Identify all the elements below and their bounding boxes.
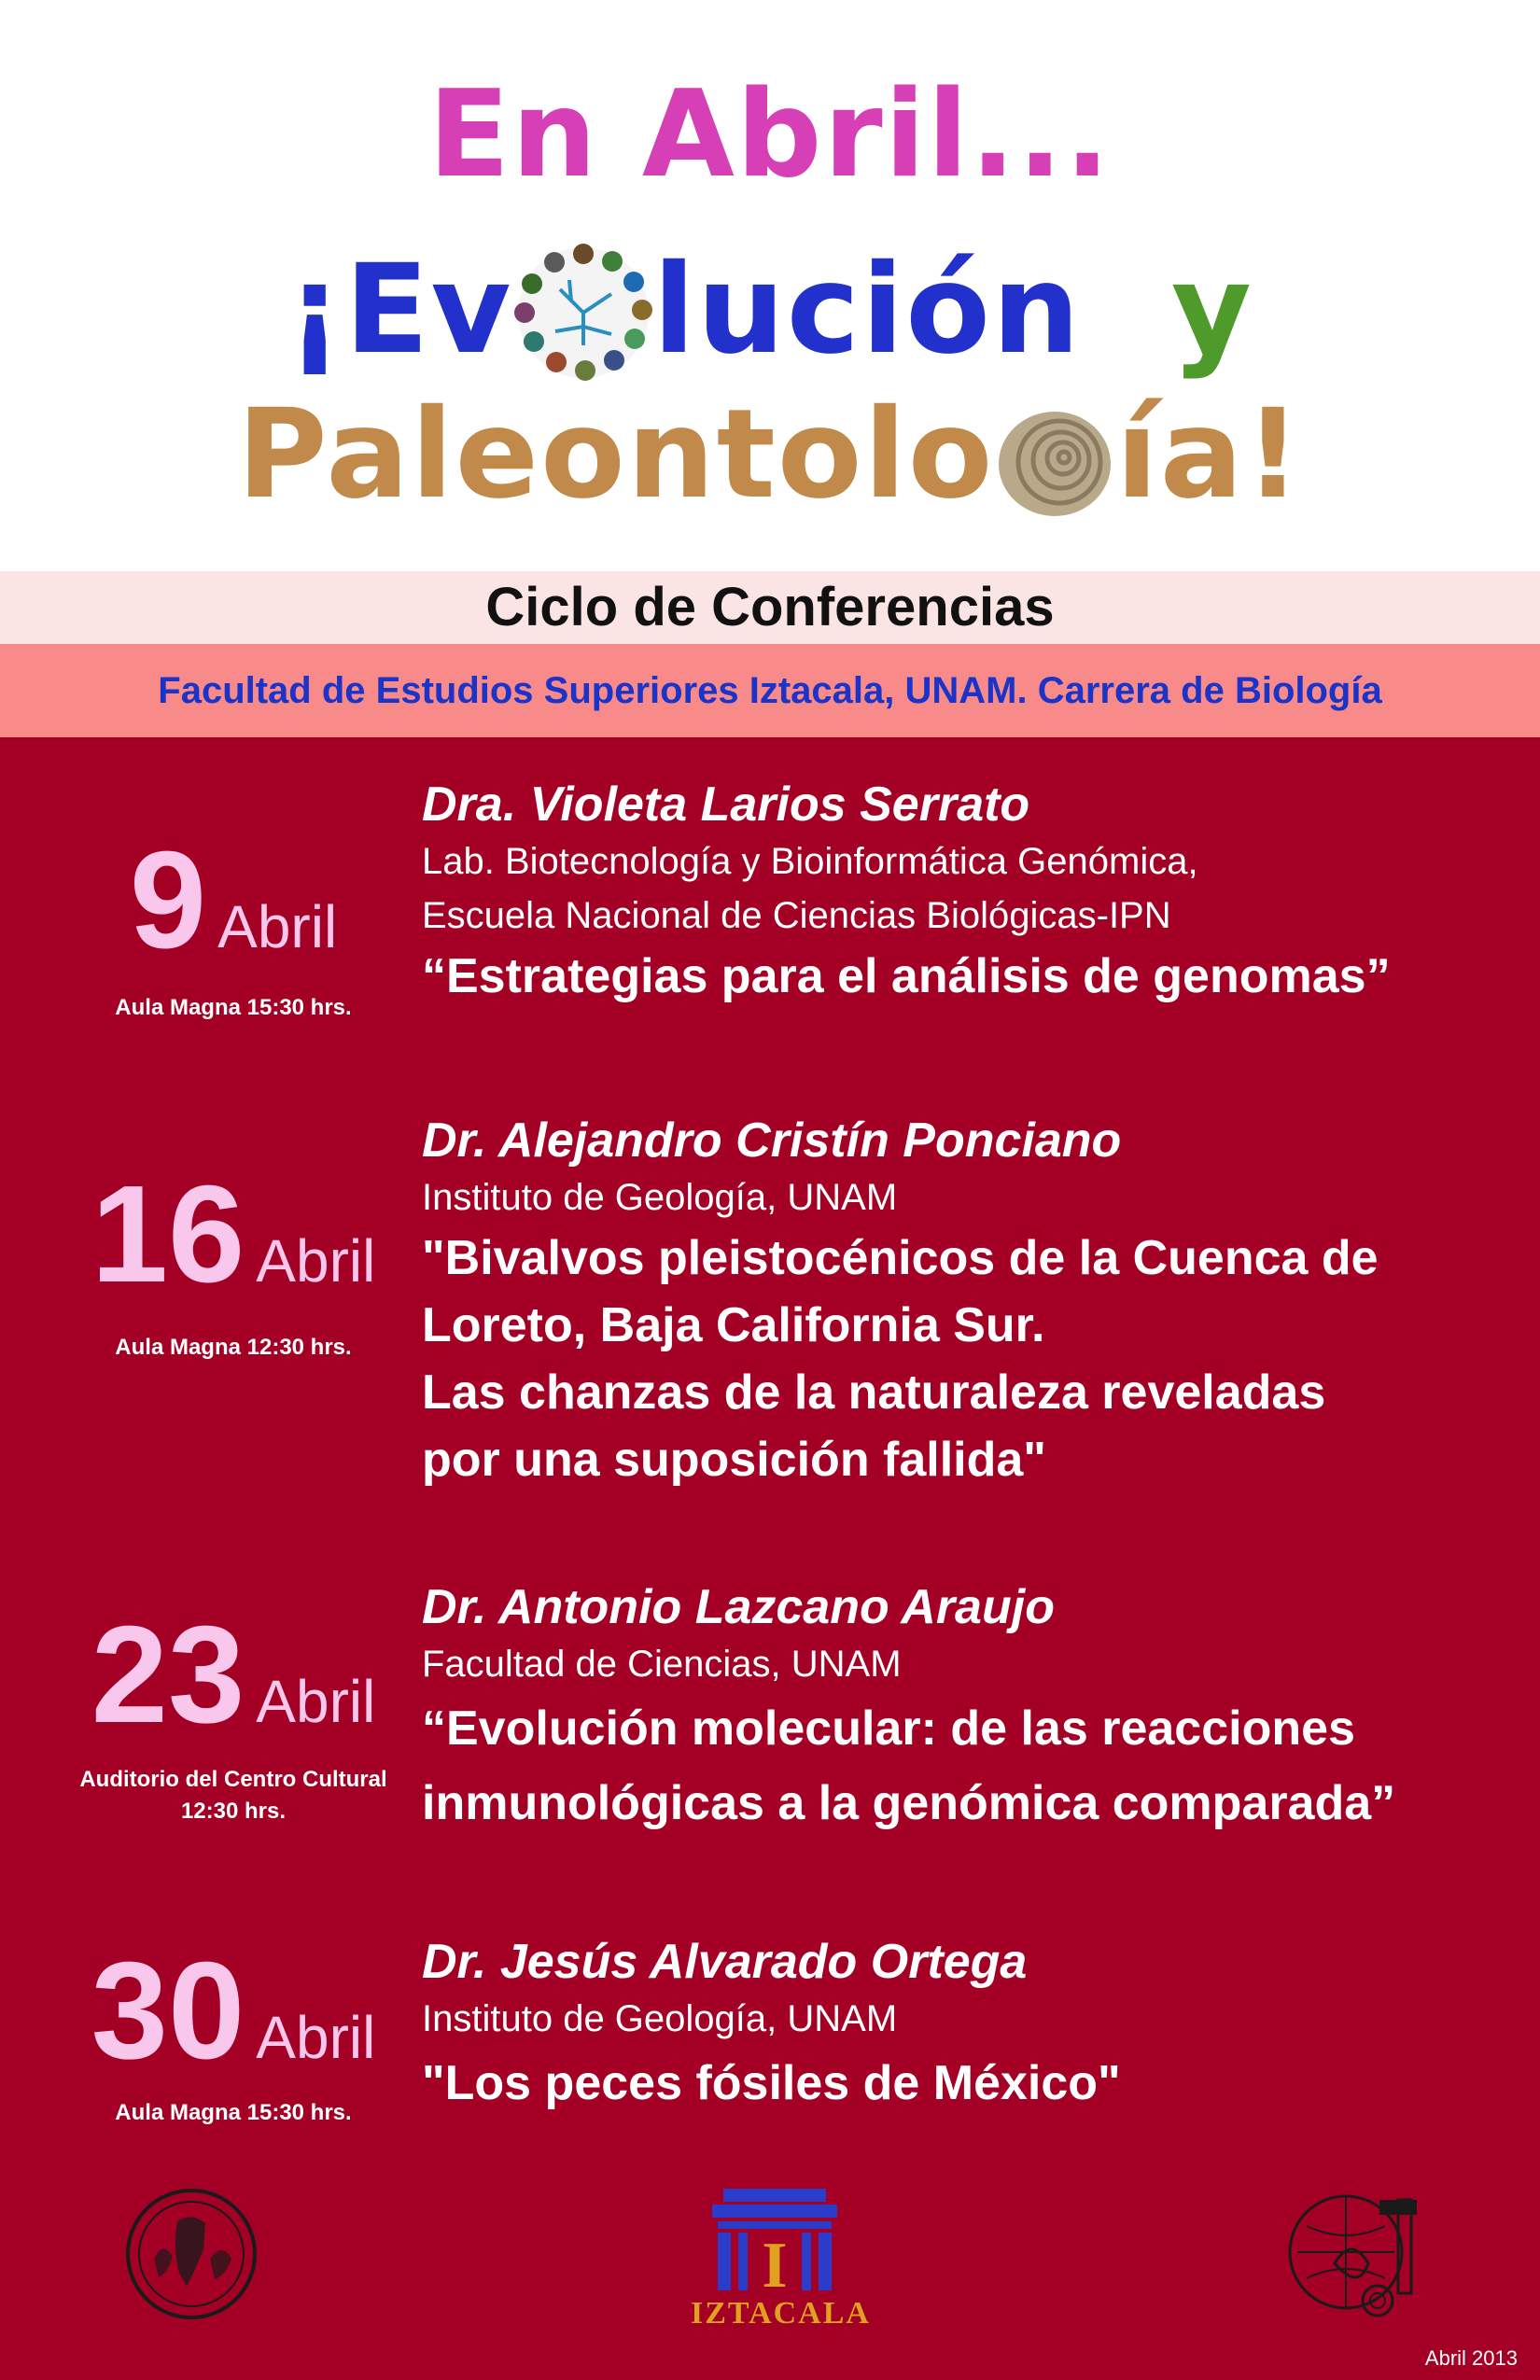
institution-banner (0, 644, 1540, 737)
event-info (422, 775, 1514, 1010)
event-talk-title: inmunológicas a la genómica comparada” (422, 1776, 1396, 1830)
poster-header (0, 0, 1540, 571)
event-day: 9 (129, 823, 207, 977)
cycle-banner (0, 571, 1540, 644)
event-day: 16 (91, 1157, 245, 1311)
event-date (37, 1598, 429, 1752)
event-date (37, 823, 429, 977)
event-venue (37, 1764, 429, 1827)
event-speaker: Dr. Alejandro Cristín Ponciano (422, 1113, 1122, 1168)
event-talk-title: “Evolución molecular: de las reacciones (422, 1701, 1355, 1756)
events-area (0, 737, 1540, 2380)
event-month: Abril (217, 893, 338, 960)
event-venue-line: Auditorio del Centro Cultural (79, 1767, 387, 1792)
title-line-3-part-a: Paleontolo (237, 383, 995, 526)
footer-year: Abril 2013 (1424, 2346, 1518, 2370)
tree-of-life-icon (513, 243, 653, 394)
event-affiliation: Escuela Nacional de Ciencias Biológicas-IPN (422, 895, 1171, 936)
event-month: Abril (256, 2004, 376, 2071)
ammonite-fossil-icon (994, 391, 1115, 535)
unam-seal-icon (121, 2184, 261, 2328)
event-day: 30 (91, 1934, 245, 2088)
event-venue: Aula Magna 15:30 hrs. (115, 995, 352, 1020)
event-info (422, 1932, 1514, 2121)
event-info (422, 1111, 1514, 1493)
event-venue-line: 12:30 hrs. (180, 1799, 287, 1824)
title-line-3 (0, 383, 1540, 535)
event-affiliation: Facultad de Ciencias, UNAM (422, 1644, 902, 1685)
event-month: Abril (256, 1227, 376, 1295)
event-affiliation: Instituto de Geología, UNAM (422, 1177, 898, 1218)
event-talk-title: Loreto, Baja California Sur. (422, 1298, 1045, 1352)
cycle-title: Ciclo de Conferencias (485, 577, 1055, 637)
event-talk-title: "Los peces fósiles de México" (422, 2056, 1121, 2110)
event-date (37, 1934, 429, 2088)
event-talk-title: por una suposición fallida" (422, 1433, 1046, 1487)
iztacala-logo (691, 2184, 871, 2331)
event-date (37, 1157, 429, 1311)
title-line-2-part-a: ¡Ev (287, 238, 513, 382)
title-line-2-part-b: lución (652, 238, 1082, 382)
iztacala-temple-icon (705, 2184, 845, 2296)
event-affiliation: Lab. Biotecnología y Bioinformática Genómica, (422, 841, 1198, 882)
event-venue: Aula Magna 12:30 hrs. (115, 1335, 352, 1360)
title-line-1: En Abril... (427, 65, 1113, 204)
event-speaker: Dr. Antonio Lazcano Araujo (422, 1580, 1055, 1634)
event-talk-title: “Estrategias para el análisis de genomas” (422, 949, 1391, 1003)
event-info (422, 1577, 1514, 1841)
iztacala-letter: I (762, 2230, 788, 2296)
event-day: 23 (91, 1598, 245, 1752)
event-speaker: Dr. Jesús Alvarado Ortega (422, 1935, 1028, 1989)
event-speaker: Dra. Violeta Larios Serrato (422, 777, 1030, 832)
iztacala-text: IZTACALA (691, 2296, 871, 2331)
institution-subtitle: Facultad de Estudios Superiores Iztacala, UNAM. Carrera de Biología (158, 670, 1382, 711)
event-affiliation: Instituto de Geología, UNAM (422, 1998, 898, 2039)
title-line-2-part-c: y (1170, 238, 1253, 382)
event-venue: Aula Magna 15:30 hrs. (115, 2100, 352, 2125)
biology-emblem-icon (1279, 2179, 1428, 2332)
event-talk-title: "Bivalvos pleistocénicos de la Cuenca de (422, 1231, 1379, 1285)
event-talk-title: Las chanzas de la naturaleza reveladas (422, 1365, 1326, 1420)
title-line-2 (0, 238, 1540, 394)
title-line-3-part-b: ía! (1115, 383, 1303, 526)
event-month: Abril (256, 1668, 376, 1735)
